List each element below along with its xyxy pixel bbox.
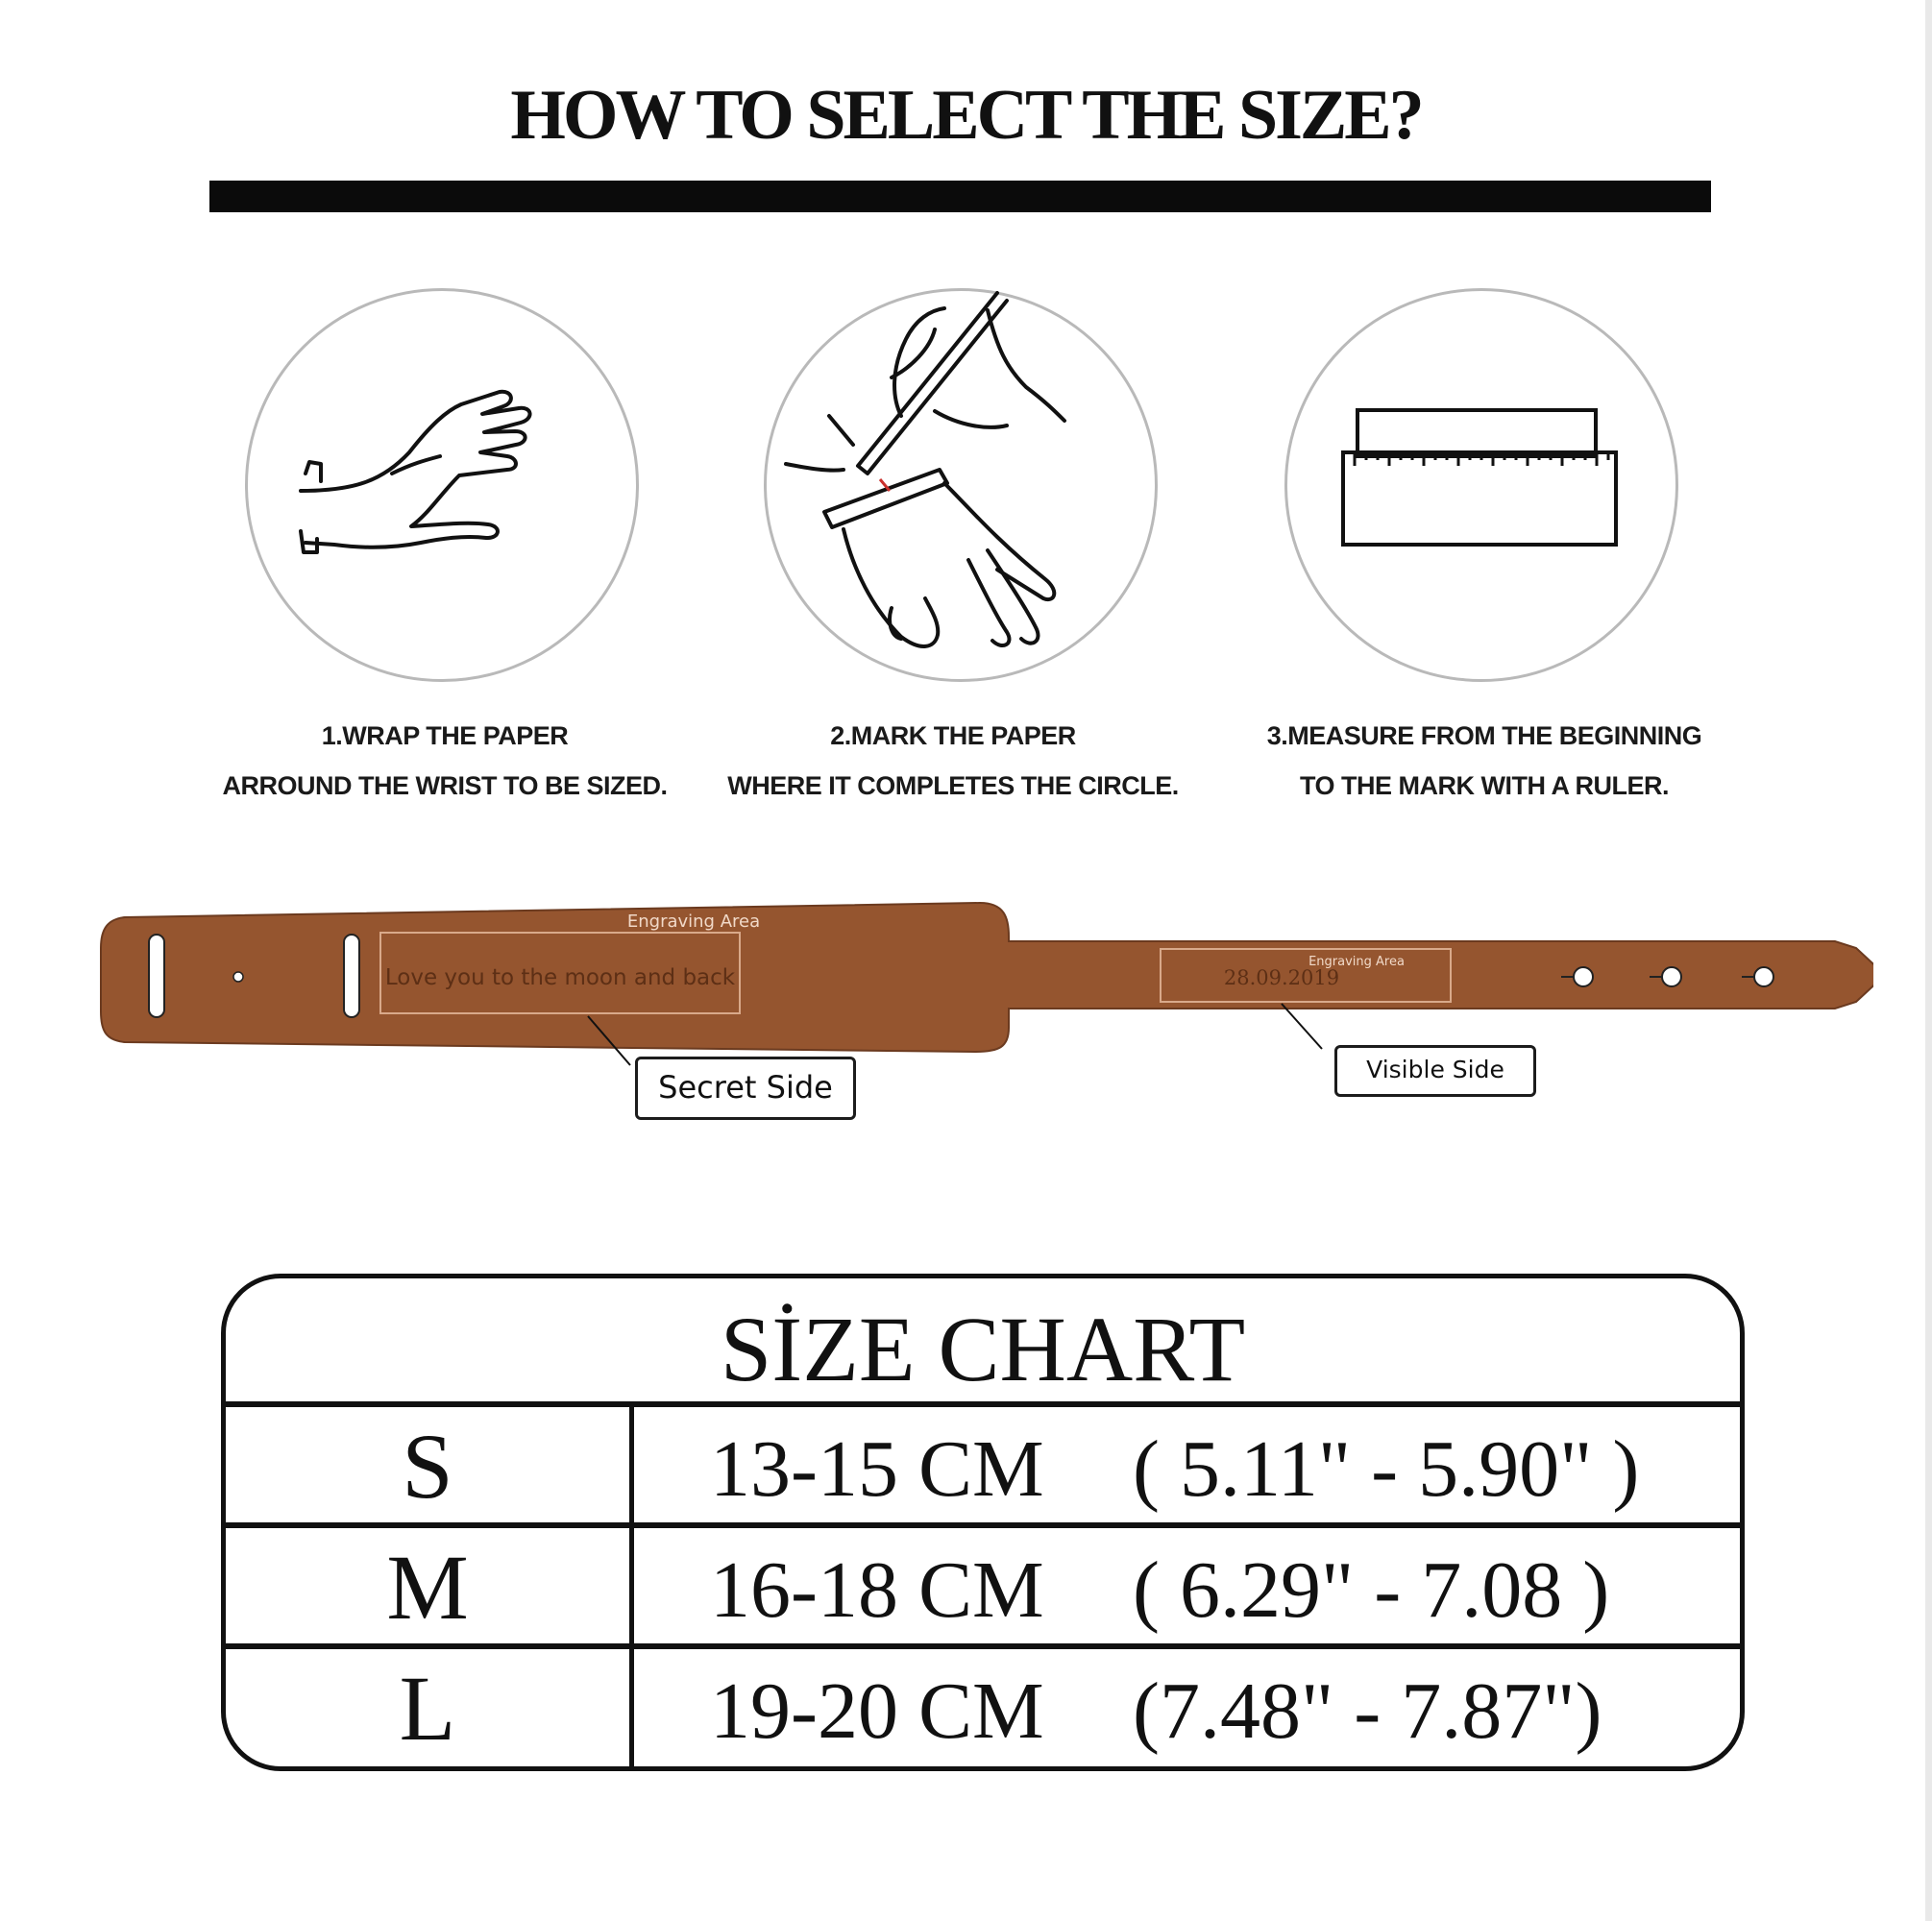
size-m-cm: 16-18 CM <box>710 1545 1044 1635</box>
page-title: HOW TO SELECT THE SIZE? <box>510 76 1422 155</box>
strap-small-hole <box>233 972 243 982</box>
secret-side-label: Secret Side <box>635 1057 856 1120</box>
visible-side-pointer <box>1282 1004 1322 1049</box>
strap-body <box>101 903 1873 1052</box>
size-l-cm: 19-20 CM <box>710 1666 1044 1756</box>
size-chart-table <box>221 1274 1745 1771</box>
size-m-measurement <box>710 1544 1609 1637</box>
wrap-paper-icon <box>248 291 636 679</box>
size-chart-title: SİZE CHART <box>720 1298 1246 1400</box>
step-1-line-1: 1.WRAP THE PAPER <box>321 721 569 750</box>
title-underline-bar <box>209 181 1711 212</box>
right-edge-divider <box>1925 0 1932 1921</box>
chart-divider-2 <box>226 1522 1740 1528</box>
step-3-line-2: TO THE MARK WITH A RULER. <box>1300 771 1669 800</box>
step-2-line-1: 2.MARK THE PAPER <box>830 721 1076 750</box>
engraving-area-label-small: Engraving Area <box>1308 955 1405 969</box>
size-l-measurement <box>710 1665 1602 1758</box>
size-m-inches: ( 6.29" - 7.08 ) <box>1133 1545 1610 1635</box>
size-s-inches: ( 5.11" - 5.90" ) <box>1133 1424 1640 1514</box>
size-m: M <box>386 1536 469 1639</box>
size-l: L <box>399 1657 456 1760</box>
buckle-slot-right <box>344 935 359 1017</box>
chart-divider-3 <box>226 1643 1740 1649</box>
mark-paper-icon <box>767 291 1155 679</box>
buckle-slot-left <box>149 935 164 1017</box>
size-s-cm: 13-15 CM <box>710 1424 1044 1514</box>
chart-divider-1 <box>226 1401 1740 1407</box>
step-3-circle <box>1284 288 1678 682</box>
step-1-circle <box>245 288 639 682</box>
visible-side-label: Visible Side <box>1334 1045 1536 1097</box>
ruler-icon <box>1287 291 1675 679</box>
step-1-line-2: ARROUND THE WRIST TO BE SIZED. <box>222 771 668 800</box>
size-l-inches: (7.48" - 7.87") <box>1133 1666 1602 1756</box>
size-s-measurement <box>710 1423 1639 1516</box>
step-1-caption <box>176 711 714 811</box>
visible-engraving-text: 28.09.2019 <box>1223 966 1340 989</box>
size-s: S <box>402 1415 453 1518</box>
step-2-caption <box>684 711 1222 811</box>
leather-bracelet-strap <box>96 888 1873 1138</box>
step-3-line-1: 3.MEASURE FROM THE BEGINNING <box>1266 721 1702 750</box>
engraving-area-label: Engraving Area <box>626 912 761 932</box>
chart-column-divider <box>629 1405 634 1771</box>
step-2-line-2: WHERE IT COMPLETES THE CIRCLE. <box>727 771 1179 800</box>
step-2-circle <box>764 288 1158 682</box>
secret-engraving-text: Love you to the moon and back <box>384 965 736 990</box>
step-3-caption <box>1215 711 1753 811</box>
